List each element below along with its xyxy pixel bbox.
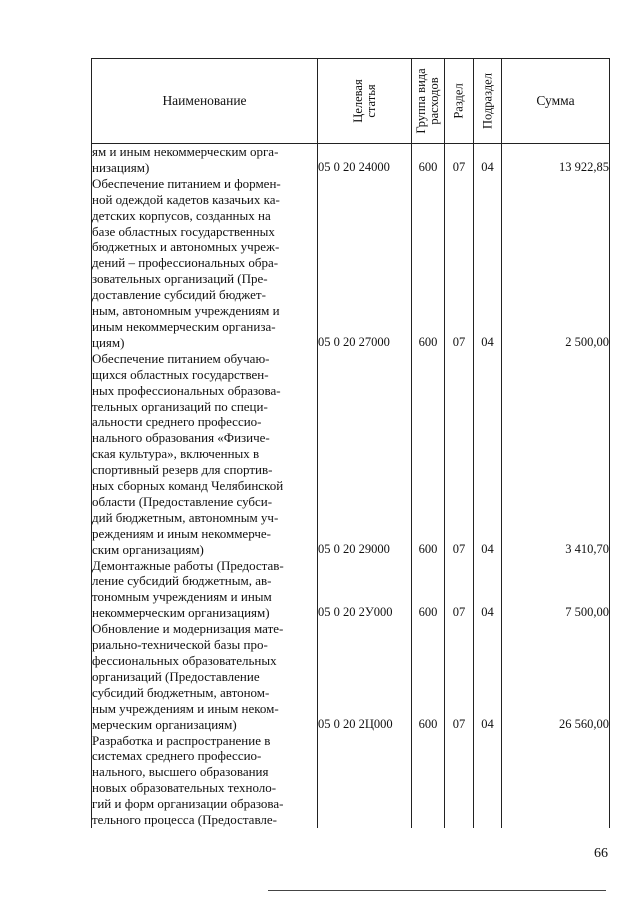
row-name-line: дений – профессиональных обра- <box>92 255 279 271</box>
row-name-line: риально-технической базы про- <box>92 637 268 653</box>
row-name-line: тономным учреждениям и иным <box>92 589 272 605</box>
header-group-line2: расходов <box>427 77 441 125</box>
row-name-line: нального, высшего образования <box>92 764 269 780</box>
row-subsection: 04 <box>474 558 502 622</box>
row-name-line: ных профессиональных образова- <box>92 382 281 398</box>
row-name-line: гий и форм организации образова- <box>92 796 284 812</box>
row-name-line: организаций (Предоставление <box>92 668 260 684</box>
table-row <box>92 621 610 732</box>
row-name-line: Разработка и распространение в <box>92 732 271 748</box>
row-name-line: низациям) <box>92 159 150 175</box>
row-expense-group: 600 <box>412 558 445 622</box>
row-section: 07 <box>445 621 474 732</box>
budget-table <box>91 58 610 828</box>
header-subsection-label: Подраздел <box>480 73 494 129</box>
row-subsection: 04 <box>474 621 502 732</box>
row-subsection: 04 <box>474 176 502 351</box>
header-subsection <box>474 59 502 144</box>
row-name-line: тельных организаций по специ- <box>92 398 268 414</box>
table-row <box>92 351 610 558</box>
row-name-line: доставление субсидий бюджет- <box>92 287 266 303</box>
table-body <box>92 144 610 828</box>
row-target-article: 05 0 20 2У000 <box>318 558 412 622</box>
row-section: 07 <box>445 351 474 558</box>
row-subsection: 04 <box>474 144 502 176</box>
table-header-row <box>92 59 610 144</box>
table-row <box>92 558 610 622</box>
row-name-cell <box>92 621 318 732</box>
row-target-article: 05 0 20 27000 <box>318 176 412 351</box>
row-section <box>445 733 474 828</box>
header-name: Наименование <box>92 59 318 144</box>
row-name-line: иным некоммерческим организа- <box>92 318 276 334</box>
table-row <box>92 176 610 351</box>
row-name-line: мерческим организациям) <box>92 716 237 732</box>
row-name-line: реждениям и иным некоммерче- <box>92 525 272 541</box>
row-name-line: Обеспечение питанием и формен- <box>92 175 281 191</box>
header-group-line1: Группа вида <box>414 68 428 134</box>
row-name-line: ям и иным некоммерческим орга- <box>92 144 279 159</box>
table-row <box>92 144 610 176</box>
row-name-line: зовательных организаций (Пре- <box>92 271 268 287</box>
row-name-line: области (Предоставление субси- <box>92 493 273 509</box>
row-section: 07 <box>445 144 474 176</box>
row-target-article: 05 0 20 24000 <box>318 144 412 176</box>
row-expense-group <box>412 733 445 828</box>
row-name-cell <box>92 733 318 828</box>
row-name-line: субсидий бюджетным, автоном- <box>92 684 270 700</box>
row-expense-group: 600 <box>412 176 445 351</box>
row-name-line: щихся областных государствен- <box>92 366 269 382</box>
row-name-line: спортивный резерв для спортив- <box>92 462 273 478</box>
header-target-line1: Целевая <box>350 79 365 123</box>
row-name-line: детских корпусов, созданных на <box>92 207 271 223</box>
header-target-line2: статья <box>363 84 378 118</box>
row-sum: 3 410,70 <box>502 351 610 558</box>
row-name-line: ных сборных команд Челябинской <box>92 478 284 494</box>
row-expense-group: 600 <box>412 351 445 558</box>
header-section-label: Раздел <box>451 83 466 119</box>
row-expense-group: 600 <box>412 144 445 176</box>
row-expense-group: 600 <box>412 621 445 732</box>
row-name-line: Обновление и модернизация мате- <box>92 621 284 637</box>
row-name-line: системах среднего профессио- <box>92 748 262 764</box>
page-number: 66 <box>594 846 608 861</box>
row-name-line: Демонтажные работы (Предостав- <box>92 557 284 573</box>
row-name-line: ной одеждой кадетов казачьих ка- <box>92 191 280 207</box>
row-name-line: ским организациям) <box>92 541 204 557</box>
header-target-article <box>318 59 412 144</box>
row-sum: 7 500,00 <box>502 558 610 622</box>
header-expense-group <box>412 59 445 144</box>
row-name-line: ление субсидий бюджетным, ав- <box>92 573 272 589</box>
table-row <box>92 733 610 828</box>
row-target-article: 05 0 20 29000 <box>318 351 412 558</box>
row-subsection <box>474 733 502 828</box>
row-name-line: фессиональных образовательных <box>92 653 277 668</box>
header-section <box>445 59 474 144</box>
row-name-cell <box>92 176 318 351</box>
row-name-line: дий бюджетным, автономным уч- <box>92 509 279 525</box>
row-name-line: ская культура», включенных в <box>92 446 260 462</box>
row-name-line: новых образовательных техноло- <box>92 780 277 796</box>
header-sum: Сумма <box>502 59 610 144</box>
row-name-line: ным учреждениям и иным неком- <box>92 700 279 716</box>
row-sum: 26 560,00 <box>502 621 610 732</box>
row-name-cell <box>92 144 318 176</box>
row-name-line: Обеспечение питанием обучаю- <box>92 350 270 366</box>
row-sum: 2 500,00 <box>502 176 610 351</box>
row-target-article <box>318 733 412 828</box>
footer-rule <box>268 890 606 891</box>
row-section: 07 <box>445 558 474 622</box>
row-name-line: тельного процесса (Предоставле- <box>92 812 277 828</box>
row-target-article: 05 0 20 2Ц000 <box>318 621 412 732</box>
row-section: 07 <box>445 176 474 351</box>
row-sum <box>502 733 610 828</box>
row-name-line: бюджетных и автономных учреж- <box>92 239 280 255</box>
row-name-line: альности среднего профессио- <box>92 414 262 430</box>
row-name-line: базе областных государственных <box>92 223 275 239</box>
row-subsection: 04 <box>474 351 502 558</box>
row-name-line: некоммерческим организациям) <box>92 605 270 621</box>
row-name-cell <box>92 558 318 622</box>
row-sum: 13 922,85 <box>502 144 610 176</box>
row-name-line: нального образования «Физиче- <box>92 430 270 446</box>
row-name-line: ным, автономным учреждениям и <box>92 303 280 319</box>
row-name-cell <box>92 351 318 558</box>
row-name-line: циям) <box>92 334 125 350</box>
